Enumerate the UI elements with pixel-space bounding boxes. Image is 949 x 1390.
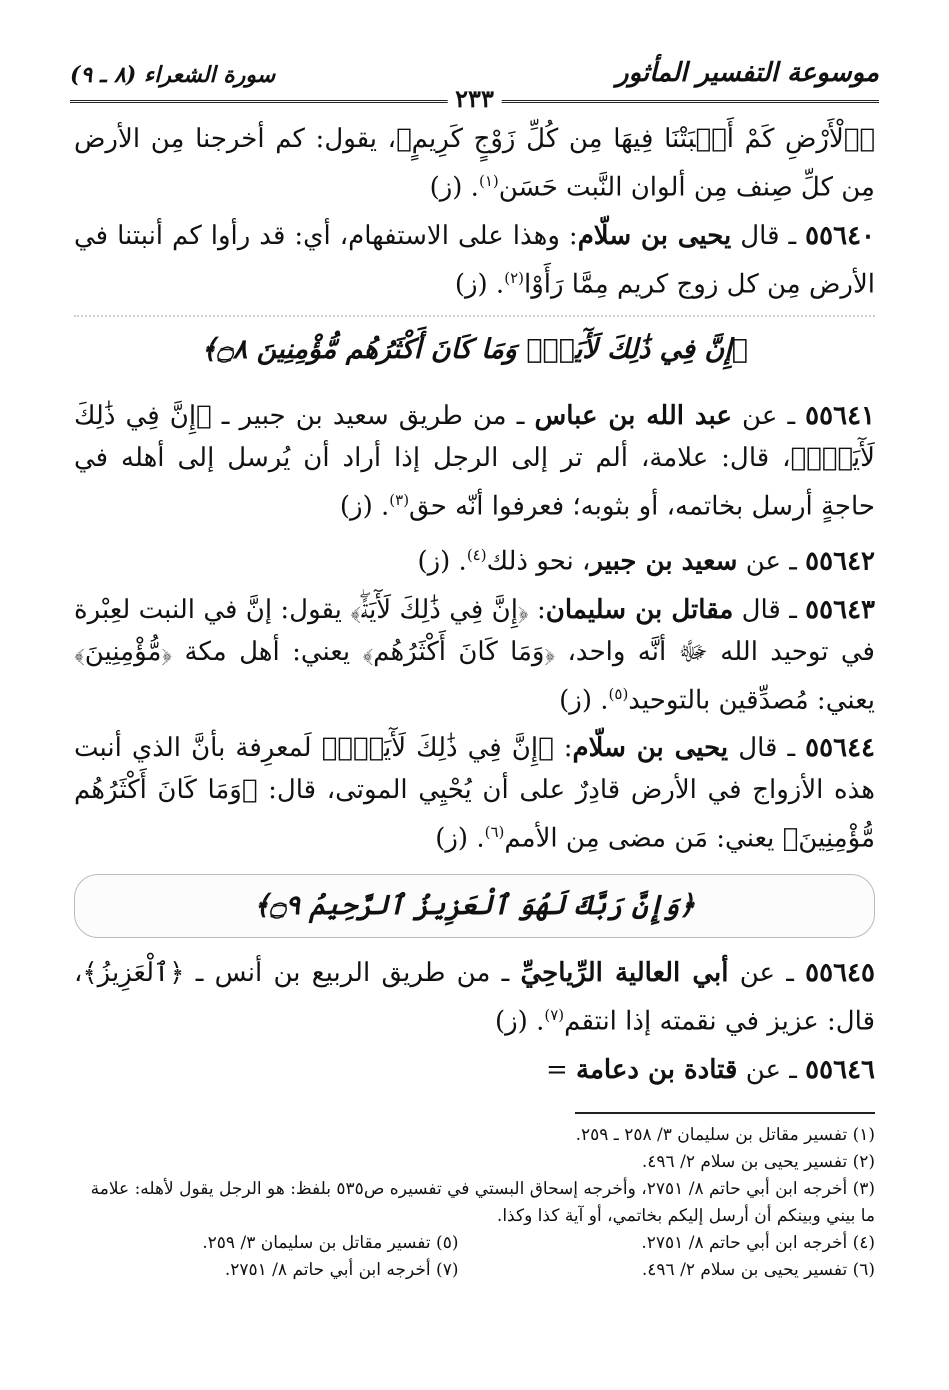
footnote: (٤) أخرجه ابن أبي حاتم ٨/ ٢٧٥١.: [641, 1233, 875, 1253]
ayah-heading: [74, 319, 875, 381]
paragraph-end: . (ز): [417, 546, 467, 577]
page-number: ٢٣٣: [447, 84, 502, 113]
narrator-name: عبد الله بن عباس: [534, 401, 732, 432]
book-title: موسوعة التفسير المأثور: [616, 58, 879, 88]
report-prefix: ـ قال: [731, 220, 806, 251]
page-header: [70, 58, 879, 113]
main-text: [74, 118, 875, 1097]
report-prefix: ـ عن: [737, 546, 806, 577]
footnote-row: [74, 1230, 875, 1257]
paragraph-end: . (ز): [454, 269, 505, 300]
ayah-heading: [74, 874, 875, 938]
paragraph: [74, 589, 875, 722]
paragraph-end: . (ز): [435, 823, 485, 854]
paragraph-end: . (ز): [559, 685, 609, 716]
report-prefix: ـ عن: [731, 401, 806, 432]
report-number: ٥٥٦٤٥: [805, 957, 875, 988]
footnote: (٥) تفسير مقاتل بن سليمان ٣/ ٢٥٩.: [202, 1233, 459, 1253]
paragraph-end: =: [545, 1054, 577, 1085]
paragraph-end: . (ز): [494, 1006, 545, 1037]
footnote: (٣) أخرجه ابن أبي حاتم ٨/ ٢٧٥١، وأخرجه إسحاق البستي في تفسيره ص٥٣٥ بلفظ: هو الرجل يقول لأهله: علامة ما بيني وبينكم أن أرسل إليكم بخاتمي، أو آية كذا وكذا.: [90, 1179, 875, 1226]
footnote-ref: (٥): [608, 684, 629, 703]
paragraph-text: ﴿ٱلْأَرْضِ كَمْ أَنۢبَتْنَا فِيهَا مِن كُلِّ زَوْجٍ كَرِيمٍ﴾، يقول: كم أخرجنا مِن الأرض مِن كلِّ صِنف مِن ألوان النَّبت حَسَن: [74, 124, 875, 203]
narrator-name: قتادة بن دعامة: [576, 1054, 738, 1085]
footnote-ref: (٦): [484, 823, 505, 842]
footnote-ref: (٢): [504, 268, 524, 287]
paragraph-text: : ﴿إِنَّ فِي ذَٰلِكَ لَأٓيَةًۖ﴾ لَمعرِفة بأنَّ الذي أنبت هذه الأزواج في الأرض قادِرٌ على أن يُحْيِي الموتى، قال: ﴿وَمَا كَانَ أَكْثَرُهُم مُّؤْمِنِينَ﴾ يعني: مَن مضى مِن الأمم: [74, 733, 875, 854]
footnote-ref: (٧): [544, 1005, 565, 1024]
paragraph-text: : وهذا على الاستفهام، أي: قد رأوا كم أنبتنا في الأرض مِن كل زوج كريم مِمَّا رَأَوْا: [74, 220, 875, 300]
ayah-text: ﴿وَإِنَّ رَبَّكَ لَهُوَ ٱلْعَزِيزُ ٱلرَّحِيمُ ۝٩﴾: [253, 889, 696, 921]
paragraph: [74, 952, 875, 1043]
paragraph: [74, 118, 875, 209]
ornament-line: [74, 315, 875, 317]
paragraph: [74, 215, 875, 306]
report-number: ٥٥٦٤٢: [805, 546, 875, 577]
footnote-ref: (١): [478, 172, 499, 190]
footnotes: [74, 1122, 875, 1284]
footnote-ref: (٤): [466, 545, 487, 564]
ayah-text: ﴿إِنَّ فِي ذَٰلِكَ لَأٓيَةًۖ وَمَا كَانَ أَكْثَرُهُم مُّؤْمِنِينَ ۝٨﴾: [201, 334, 748, 366]
report-number: ٥٥٦٤٦: [805, 1054, 875, 1085]
report-number: ٥٥٦٤٠: [805, 220, 875, 251]
paragraph-text: : ﴿إِنَّ فِي ذَٰلِكَ لَأٓيَةًۖ﴾ يقول: إنَّ في النبت لعِبْرة في توحيد الله ﷻ أنَّه واحد، ﴿وَمَا كَانَ أَكْثَرُهُم﴾ يعني: أهل مكة ﴿مُّؤْمِنِينَ﴾ يعني: مُصدِّقين بالتوحيد: [74, 594, 875, 716]
footnote-ref: (٣): [389, 491, 410, 510]
narrator-name: سعيد بن جبير: [590, 546, 738, 577]
paragraph-end: . (ز): [429, 172, 479, 203]
report-prefix: ـ عن: [728, 957, 806, 988]
report-number: ٥٥٦٤٤: [805, 733, 875, 764]
report-prefix: ـ عن: [737, 1054, 806, 1085]
paragraph-text: ، نحو ذلك: [486, 546, 591, 577]
paragraph: [74, 395, 875, 528]
footnote-row: [74, 1257, 875, 1284]
report-number: ٥٥٦٤٣: [805, 594, 875, 625]
footnote: (١) تفسير مقاتل بن سليمان ٣/ ٢٥٨ ـ ٢٥٩.: [575, 1125, 875, 1145]
paragraph: [74, 1049, 875, 1091]
report-number: ٥٥٦٤١: [805, 401, 875, 432]
footnote: (٧) أخرجه ابن أبي حاتم ٨/ ٢٧٥١.: [224, 1260, 459, 1280]
report-prefix: ـ قال: [733, 594, 806, 625]
narrator-name: يحيى بن سلّام: [572, 733, 729, 764]
narrator-name: يحيى بن سلّام: [577, 220, 732, 251]
paragraph-end: . (ز): [339, 491, 390, 522]
footnote-separator: [575, 1112, 875, 1114]
paragraph-text: ـ من طريق الربيع بن أنس ـ ﴿ٱلْعَزِيزُ﴾، قال: عزيز في نقمته إذا انتقم: [74, 957, 875, 1037]
paragraph-text: ـ من طريق سعيد بن جبير ـ ﴿إِنَّ فِي ذَٰلِكَ لَأٓيَةًۖ﴾، قال: علامة، ألم تر إلى الرجل إذا أراد أن يُرسل إلى أهله في حاجةٍ أرسل بخاتمه، أو بثوبه؛ فعرفوا أنّه حق: [74, 401, 875, 522]
paragraph: [74, 727, 875, 860]
surah-label: سورة الشعراء (٨ ـ ٩): [70, 62, 276, 88]
report-prefix: ـ قال: [728, 733, 806, 764]
footnote: (٢) تفسير يحيى بن سلام ٢/ ٤٩٦.: [641, 1152, 875, 1172]
narrator-name: أبي العالية الرِّياحِيِّ: [520, 957, 729, 988]
narrator-name: مقاتل بن سليمان: [545, 594, 734, 625]
footnote: (٦) تفسير يحيى بن سلام ٢/ ٤٩٦.: [641, 1260, 875, 1280]
paragraph: [74, 534, 875, 583]
